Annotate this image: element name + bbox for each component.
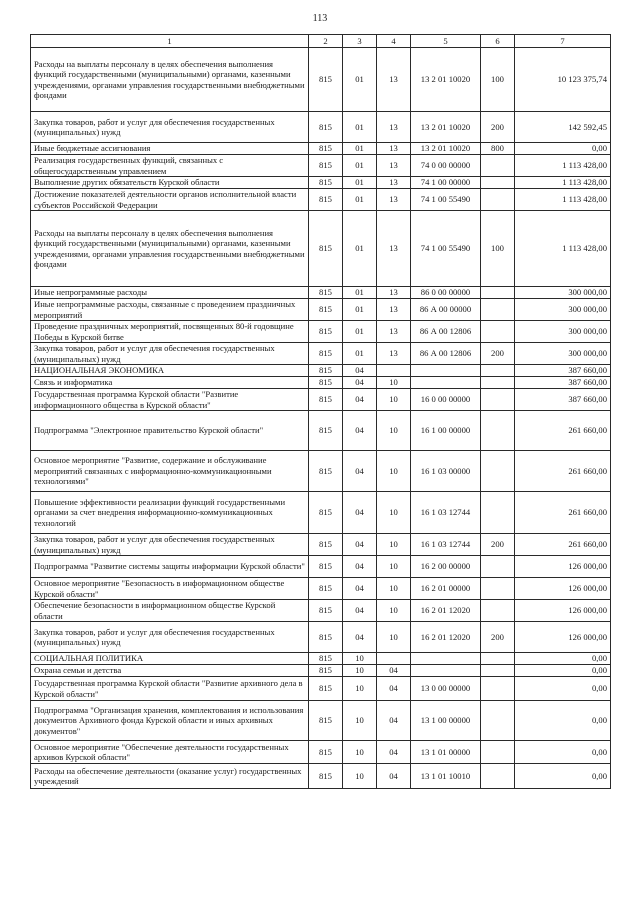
target-article-cell: 16 2 01 12020 [411, 622, 481, 653]
expense-type-cell: 100 [481, 211, 515, 287]
section-code-cell: 01 [343, 299, 377, 321]
target-article-cell: 86 А 00 00000 [411, 299, 481, 321]
subsection-code-cell: 13 [377, 211, 411, 287]
header-cell: 2 [309, 35, 343, 48]
subsection-code-cell: 13 [377, 189, 411, 211]
row-name-cell: Закупка товаров, работ и услуг для обеспечения государственных (муниципальных) нужд [31, 112, 309, 143]
table-row [31, 451, 611, 492]
table-row [31, 677, 611, 701]
grbs-code-cell: 815 [309, 600, 343, 622]
section-code-cell: 01 [343, 321, 377, 343]
expense-type-cell [481, 411, 515, 451]
amount-cell: 0,00 [515, 143, 611, 155]
target-article-cell: 16 2 00 00000 [411, 556, 481, 578]
subsection-code-cell: 13 [377, 287, 411, 299]
target-article-cell: 86 А 00 12806 [411, 343, 481, 365]
subsection-code-cell: 10 [377, 411, 411, 451]
row-name-cell: Закупка товаров, работ и услуг для обеспечения государственных (муниципальных) нужд [31, 622, 309, 653]
amount-cell: 0,00 [515, 653, 611, 665]
target-article-cell [411, 653, 481, 665]
amount-cell: 126 000,00 [515, 600, 611, 622]
subsection-code-cell: 10 [377, 389, 411, 411]
row-name-cell: Государственная программа Курской области "Развитие информационного общества в Курской области" [31, 389, 309, 411]
row-name-cell: Обеспечение безопасности в информационном обществе Курской области [31, 600, 309, 622]
amount-cell: 300 000,00 [515, 299, 611, 321]
grbs-code-cell: 815 [309, 701, 343, 741]
amount-cell: 387 660,00 [515, 377, 611, 389]
row-name-cell: Проведение праздничных мероприятий, посвященных 80-й годовщине Победы в Курской битве [31, 321, 309, 343]
grbs-code-cell: 815 [309, 665, 343, 677]
target-article-cell: 16 1 00 00000 [411, 411, 481, 451]
row-name-cell: Достижение показателей деятельности органов исполнительной власти субъектов Российской Федерации [31, 189, 309, 211]
target-article-cell: 13 0 00 00000 [411, 677, 481, 701]
amount-cell: 0,00 [515, 677, 611, 701]
row-name-cell: Государственная программа Курской области "Развитие архивного дела в Курской области" [31, 677, 309, 701]
grbs-code-cell: 815 [309, 534, 343, 556]
subsection-code-cell: 13 [377, 321, 411, 343]
section-code-cell: 04 [343, 389, 377, 411]
table-row [31, 143, 611, 155]
target-article-cell: 13 2 01 10020 [411, 112, 481, 143]
row-name-cell: Основное мероприятие "Обеспечение деятельности государственных архивов Курской области" [31, 741, 309, 764]
section-code-cell: 04 [343, 492, 377, 534]
grbs-code-cell: 815 [309, 377, 343, 389]
header-cell: 6 [481, 35, 515, 48]
amount-cell: 387 660,00 [515, 389, 611, 411]
target-article-cell: 74 1 00 55490 [411, 189, 481, 211]
table-row [31, 287, 611, 299]
section-code-cell: 10 [343, 653, 377, 665]
row-name-cell: Повышение эффективности реализации функций государственными органами за счет внедрения информационно-коммуникационных технологий [31, 492, 309, 534]
amount-cell: 261 660,00 [515, 534, 611, 556]
table-header-row [31, 35, 611, 48]
row-name-cell: Реализация государственных функций, связанных с общегосударственным управлением [31, 155, 309, 177]
grbs-code-cell: 815 [309, 578, 343, 600]
section-code-cell: 01 [343, 48, 377, 112]
subsection-code-cell: 10 [377, 578, 411, 600]
row-name-cell: Основное мероприятие "Развитие, содержание и обслуживание мероприятий связанных с информационно-коммуникационными технологиями" [31, 451, 309, 492]
grbs-code-cell: 815 [309, 764, 343, 789]
section-code-cell: 10 [343, 665, 377, 677]
expense-type-cell [481, 377, 515, 389]
grbs-code-cell: 815 [309, 112, 343, 143]
target-article-cell: 13 1 01 00000 [411, 741, 481, 764]
subsection-code-cell: 10 [377, 534, 411, 556]
table-row [31, 155, 611, 177]
row-name-cell: Подпрограмма "Электронное правительство Курской области" [31, 411, 309, 451]
amount-cell: 261 660,00 [515, 492, 611, 534]
section-code-cell: 10 [343, 701, 377, 741]
subsection-code-cell: 10 [377, 556, 411, 578]
row-name-cell: Выполнение других обязательств Курской области [31, 177, 309, 189]
target-article-cell: 86 А 00 12806 [411, 321, 481, 343]
subsection-code-cell: 04 [377, 741, 411, 764]
grbs-code-cell: 815 [309, 299, 343, 321]
row-name-cell: Закупка товаров, работ и услуг для обеспечения государственных (муниципальных) нужд [31, 343, 309, 365]
expense-type-cell [481, 299, 515, 321]
subsection-code-cell: 13 [377, 155, 411, 177]
section-code-cell: 01 [343, 112, 377, 143]
target-article-cell: 74 1 00 00000 [411, 177, 481, 189]
amount-cell: 10 123 375,74 [515, 48, 611, 112]
expense-type-cell [481, 451, 515, 492]
subsection-code-cell: 13 [377, 143, 411, 155]
amount-cell: 1 113 428,00 [515, 155, 611, 177]
grbs-code-cell: 815 [309, 622, 343, 653]
target-article-cell: 16 2 01 00000 [411, 578, 481, 600]
subsection-code-cell: 13 [377, 299, 411, 321]
header-cell: 4 [377, 35, 411, 48]
target-article-cell: 13 1 01 10010 [411, 764, 481, 789]
section-code-cell: 04 [343, 411, 377, 451]
grbs-code-cell: 815 [309, 653, 343, 665]
subsection-code-cell: 04 [377, 764, 411, 789]
subsection-code-cell: 13 [377, 48, 411, 112]
target-article-cell: 13 1 00 00000 [411, 701, 481, 741]
expense-type-cell: 200 [481, 112, 515, 143]
table-row [31, 556, 611, 578]
amount-cell: 261 660,00 [515, 411, 611, 451]
subsection-code-cell: 10 [377, 600, 411, 622]
row-name-cell: НАЦИОНАЛЬНАЯ ЭКОНОМИКА [31, 365, 309, 377]
section-code-cell: 01 [343, 287, 377, 299]
expense-type-cell [481, 389, 515, 411]
expense-type-cell: 200 [481, 622, 515, 653]
budget-table [30, 34, 611, 789]
header-cell: 5 [411, 35, 481, 48]
expense-type-cell [481, 665, 515, 677]
header-cell: 7 [515, 35, 611, 48]
section-code-cell: 04 [343, 622, 377, 653]
subsection-code-cell: 04 [377, 677, 411, 701]
subsection-code-cell: 10 [377, 377, 411, 389]
table-row [31, 377, 611, 389]
expense-type-cell [481, 189, 515, 211]
section-code-cell: 04 [343, 377, 377, 389]
expense-type-cell [481, 492, 515, 534]
section-code-cell: 04 [343, 451, 377, 492]
target-article-cell [411, 665, 481, 677]
table-row [31, 741, 611, 764]
grbs-code-cell: 815 [309, 389, 343, 411]
expense-type-cell [481, 701, 515, 741]
expense-type-cell [481, 321, 515, 343]
table-row [31, 411, 611, 451]
grbs-code-cell: 815 [309, 556, 343, 578]
grbs-code-cell: 815 [309, 143, 343, 155]
section-code-cell: 10 [343, 677, 377, 701]
section-code-cell: 01 [343, 155, 377, 177]
row-name-cell: Расходы на выплаты персоналу в целях обеспечения выполнения функций государственными (муниципальными) органами, казенными учреждениями, органами управления государственными внебюджетными фондами [31, 211, 309, 287]
row-name-cell: Закупка товаров, работ и услуг для обеспечения государственных (муниципальных) нужд [31, 534, 309, 556]
target-article-cell: 74 1 00 55490 [411, 211, 481, 287]
table-row [31, 112, 611, 143]
expense-type-cell: 200 [481, 343, 515, 365]
expense-type-cell: 100 [481, 48, 515, 112]
expense-type-cell [481, 764, 515, 789]
section-code-cell: 10 [343, 764, 377, 789]
subsection-code-cell [377, 365, 411, 377]
section-code-cell: 10 [343, 741, 377, 764]
expense-type-cell [481, 177, 515, 189]
grbs-code-cell: 815 [309, 287, 343, 299]
section-code-cell: 04 [343, 556, 377, 578]
target-article-cell: 86 0 00 00000 [411, 287, 481, 299]
row-name-cell: Подпрограмма "Развитие системы защиты информации Курской области" [31, 556, 309, 578]
section-code-cell: 04 [343, 600, 377, 622]
amount-cell: 126 000,00 [515, 578, 611, 600]
target-article-cell: 74 0 00 00000 [411, 155, 481, 177]
table-row [31, 653, 611, 665]
grbs-code-cell: 815 [309, 48, 343, 112]
table-row [31, 622, 611, 653]
amount-cell: 0,00 [515, 701, 611, 741]
expense-type-cell [481, 600, 515, 622]
row-name-cell: Связь и информатика [31, 377, 309, 389]
subsection-code-cell: 10 [377, 492, 411, 534]
amount-cell: 142 592,45 [515, 112, 611, 143]
table-row [31, 578, 611, 600]
table-row [31, 665, 611, 677]
grbs-code-cell: 815 [309, 365, 343, 377]
expense-type-cell [481, 677, 515, 701]
target-article-cell [411, 377, 481, 389]
grbs-code-cell: 815 [309, 677, 343, 701]
expense-type-cell: 200 [481, 534, 515, 556]
row-name-cell: Расходы на выплаты персоналу в целях обеспечения выполнения функций государственными (муниципальными) органами, казенными учреждениями, органами управления государственными внебюджетными фондами [31, 48, 309, 112]
amount-cell: 126 000,00 [515, 556, 611, 578]
amount-cell: 1 113 428,00 [515, 211, 611, 287]
section-code-cell: 01 [343, 211, 377, 287]
subsection-code-cell: 13 [377, 343, 411, 365]
target-article-cell: 13 2 01 10020 [411, 143, 481, 155]
grbs-code-cell: 815 [309, 211, 343, 287]
subsection-code-cell [377, 653, 411, 665]
expense-type-cell [481, 155, 515, 177]
table-row [31, 48, 611, 112]
row-name-cell: Основное мероприятие "Безопасность в информационном обществе Курской области" [31, 578, 309, 600]
table-row [31, 534, 611, 556]
grbs-code-cell: 815 [309, 492, 343, 534]
expense-type-cell: 800 [481, 143, 515, 155]
section-code-cell: 01 [343, 177, 377, 189]
table-row [31, 177, 611, 189]
target-article-cell: 16 1 03 12744 [411, 492, 481, 534]
row-name-cell: Охрана семьи и детства [31, 665, 309, 677]
subsection-code-cell: 13 [377, 112, 411, 143]
expense-type-cell [481, 556, 515, 578]
table-row [31, 600, 611, 622]
grbs-code-cell: 815 [309, 741, 343, 764]
subsection-code-cell: 10 [377, 451, 411, 492]
amount-cell: 1 113 428,00 [515, 177, 611, 189]
table-row [31, 389, 611, 411]
grbs-code-cell: 815 [309, 189, 343, 211]
table-row [31, 764, 611, 789]
amount-cell: 300 000,00 [515, 343, 611, 365]
table-row [31, 321, 611, 343]
row-name-cell: Иные непрограммные расходы [31, 287, 309, 299]
section-code-cell: 01 [343, 189, 377, 211]
section-code-cell: 04 [343, 578, 377, 600]
amount-cell: 261 660,00 [515, 451, 611, 492]
row-name-cell: СОЦИАЛЬНАЯ ПОЛИТИКА [31, 653, 309, 665]
row-name-cell: Расходы на обеспечение деятельности (оказание услуг) государственных учреждений [31, 764, 309, 789]
grbs-code-cell: 815 [309, 177, 343, 189]
grbs-code-cell: 815 [309, 451, 343, 492]
grbs-code-cell: 815 [309, 321, 343, 343]
section-code-cell: 04 [343, 534, 377, 556]
amount-cell: 0,00 [515, 764, 611, 789]
amount-cell: 300 000,00 [515, 321, 611, 343]
expense-type-cell [481, 741, 515, 764]
table-row [31, 299, 611, 321]
table-row [31, 365, 611, 377]
header-cell: 1 [31, 35, 309, 48]
table-row [31, 701, 611, 741]
expense-type-cell [481, 578, 515, 600]
grbs-code-cell: 815 [309, 411, 343, 451]
target-article-cell: 13 2 01 10020 [411, 48, 481, 112]
amount-cell: 387 660,00 [515, 365, 611, 377]
grbs-code-cell: 815 [309, 343, 343, 365]
expense-type-cell [481, 653, 515, 665]
page-number: 113 [312, 13, 328, 24]
amount-cell: 300 000,00 [515, 287, 611, 299]
expense-type-cell [481, 287, 515, 299]
table-row [31, 211, 611, 287]
table-row [31, 492, 611, 534]
target-article-cell: 16 0 00 00000 [411, 389, 481, 411]
amount-cell: 0,00 [515, 741, 611, 764]
subsection-code-cell: 10 [377, 622, 411, 653]
expense-type-cell [481, 365, 515, 377]
row-name-cell: Иные непрограммные расходы, связанные с проведением праздничных мероприятий [31, 299, 309, 321]
subsection-code-cell: 04 [377, 701, 411, 741]
table-row [31, 343, 611, 365]
grbs-code-cell: 815 [309, 155, 343, 177]
header-cell: 3 [343, 35, 377, 48]
row-name-cell: Иные бюджетные ассигнования [31, 143, 309, 155]
amount-cell: 0,00 [515, 665, 611, 677]
amount-cell: 1 113 428,00 [515, 189, 611, 211]
subsection-code-cell: 13 [377, 177, 411, 189]
row-name-cell: Подпрограмма "Организация хранения, комплектования и использования документов Архивного фонда Курской области и иных архивных документов" [31, 701, 309, 741]
target-article-cell [411, 365, 481, 377]
section-code-cell: 04 [343, 365, 377, 377]
target-article-cell: 16 1 03 00000 [411, 451, 481, 492]
subsection-code-cell: 04 [377, 665, 411, 677]
target-article-cell: 16 2 01 12020 [411, 600, 481, 622]
table-row [31, 189, 611, 211]
section-code-cell: 01 [343, 143, 377, 155]
section-code-cell: 01 [343, 343, 377, 365]
target-article-cell: 16 1 03 12744 [411, 534, 481, 556]
amount-cell: 126 000,00 [515, 622, 611, 653]
